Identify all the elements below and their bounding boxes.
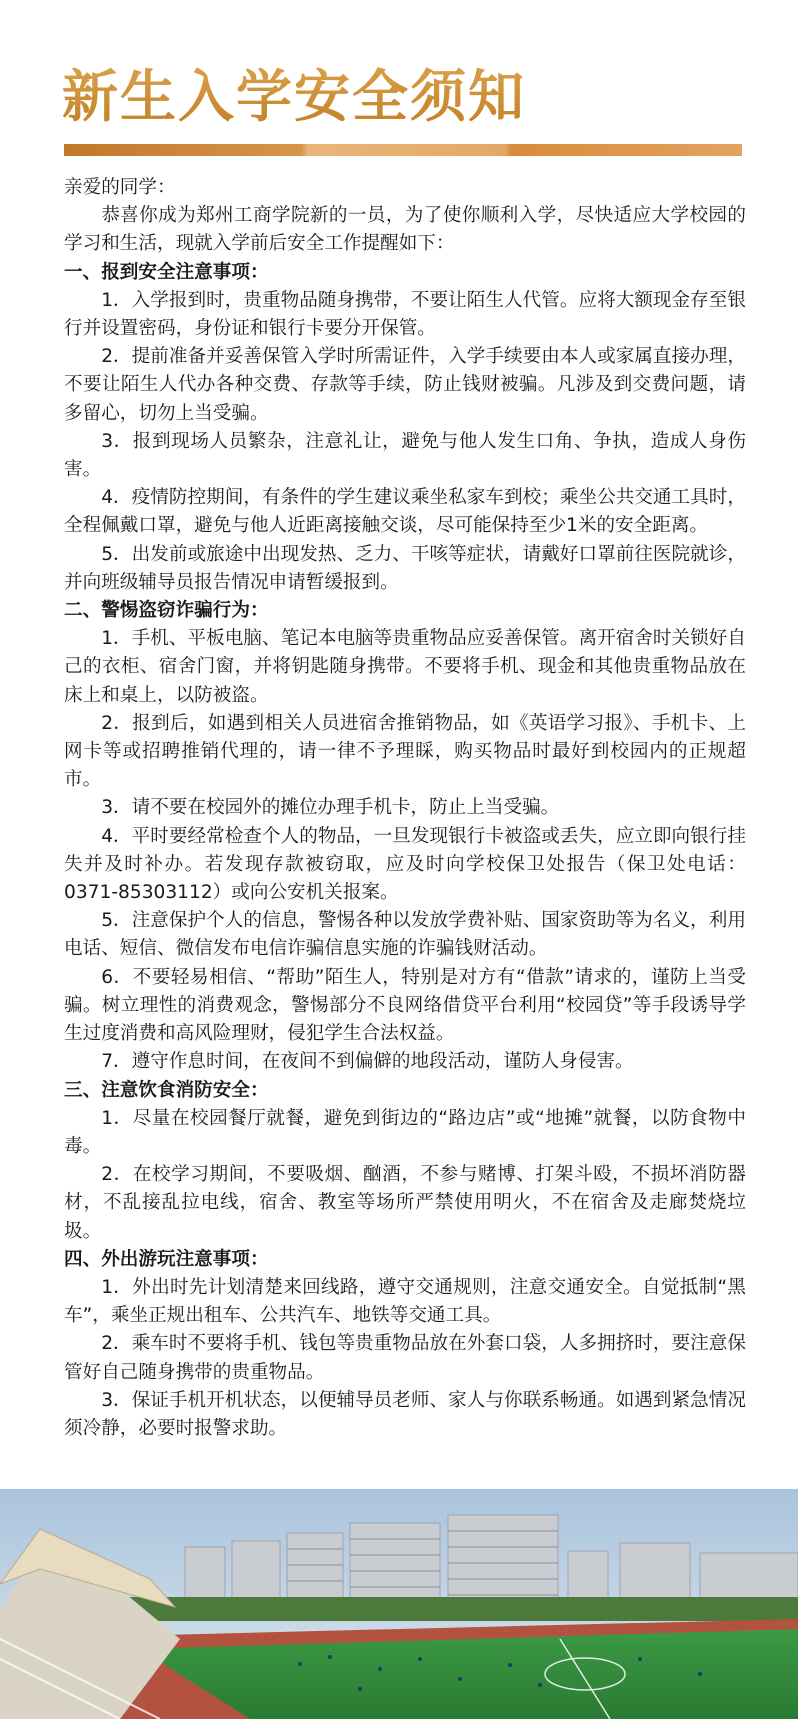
list-item: 1．手机、平板电脑、笔记本电脑等贵重物品应妥善保管。离开宿舍时关锁好自己的衣柜、宿舍门窗，并将钥匙随身携带。不要将手机、现金和其他贵重物品放在床上和桌上，以防被盗。 <box>64 628 746 706</box>
list-item: 7．遵守作息时间，在夜间不到偏僻的地段活动，谨防人身侵害。 <box>101 1051 634 1073</box>
section-heading-registration: 一、报到安全注意事项： <box>64 261 269 283</box>
list-item: 2．在校学习期间，不要吸烟、酗酒，不参与赌博、打架斗殴，不损坏消防器材，不乱接乱拉电线，宿舍、教室等场所严禁使用明火，不在宿舍及走廊焚烧垃圾。 <box>64 1164 746 1242</box>
campus-photo <box>0 1489 798 1719</box>
list-item: 3．报到现场人员繁杂，注意礼让，避免与他人发生口角、争执，造成人身伤害。 <box>64 430 746 481</box>
list-item: 4．疫情防控期间，有条件的学生建议乘坐私家车到校；乘坐公共交通工具时，全程佩戴口罩，避免与他人近距离接触交谈，尽可能保持至少1米的安全距离。 <box>64 487 746 537</box>
greeting: 亲爱的同学： <box>64 177 176 198</box>
list-item: 4．平时要经常检查个人的物品，一旦发现银行卡被盗或丢失，应立即向银行挂失并及时补办。若发现存款被窃取，应及时向学校保卫处报告（保卫处电话：0371-85303112）或向公安机关报案。 <box>64 825 746 904</box>
list-item: 3．保证手机开机状态，以便辅导员老师、家人与你联系畅通。如遇到紧急情况须冷静，必要时报警求助。 <box>64 1389 746 1439</box>
list-item: 6．不要轻易相信、“帮助”陌生人，特别是对方有“借款”请求的，谨防上当受骗。树立理性的消费观念，警惕部分不良网络借贷平台利用“校园贷”等手段诱导学生过度消费和高风险理财，侵犯学生合法权益。 <box>64 966 746 1045</box>
section-heading-theft-fraud: 二、警惕盗窃诈骗行为： <box>64 600 269 622</box>
list-item: 1．外出时先计划清楚来回线路，遵守交通规则，注意交通安全。自觉抵制“黑车”，乘坐正规出租车、公共汽车、地铁等交通工具。 <box>64 1276 746 1327</box>
section-heading-travel: 四、外出游玩注意事项： <box>64 1248 269 1270</box>
list-item: 2．报到后，如遇到相关人员进宿舍推销物品，如《英语学习报》、手机卡、上网卡等或招聘推销代理的，请一律不予理睬，购买物品时最好到校园内的正规超市。 <box>64 712 746 791</box>
poster-title: 新生入学安全须知 <box>62 62 526 134</box>
notice-body <box>64 174 746 1443</box>
list-item: 2．提前准备并妥善保管入学时所需证件，入学手续要由本人或家属直接办理，不要让陌生人代办各种交费、存款等手续，防止钱财被骗。凡涉及到交费问题，请多留心，切勿上当受骗。 <box>64 346 746 424</box>
list-item: 3．请不要在校园外的摊位办理手机卡，防止上当受骗。 <box>101 797 560 819</box>
list-item: 2．乘车时不要将手机、钱包等贵重物品放在外套口袋，人多拥挤时，要注意保管好自己随身携带的贵重物品。 <box>64 1333 746 1383</box>
list-item: 5．出发前或旅途中出现发热、乏力、干咳等症状，请戴好口罩前往医院就诊，并向班级辅导员报告情况申请暂缓报到。 <box>64 543 746 593</box>
list-item: 1．尽量在校园餐厅就餐，避免到街边的“路边店”或“地摊”就餐，以防食物中毒。 <box>64 1107 746 1157</box>
list-item: 1．入学报到时，贵重物品随身携带，不要让陌生人代管。应将大额现金存至银行并设置密码，身份证和银行卡要分开保管。 <box>64 289 746 340</box>
title-underline-bar <box>64 144 742 156</box>
list-item: 5．注意保护个人的信息，警惕各种以发放学费补贴、国家资助等为名义，利用电话、短信、微信发布电信诈骗信息实施的诈骗钱财活动。 <box>64 910 746 960</box>
section-heading-food-fire: 三、注意饮食消防安全： <box>64 1079 269 1101</box>
intro-paragraph: 恭喜你成为郑州工商学院新的一员，为了使你顺利入学，尽快适应大学校园的学习和生活，现就入学前后安全工作提醒如下： <box>64 205 746 255</box>
